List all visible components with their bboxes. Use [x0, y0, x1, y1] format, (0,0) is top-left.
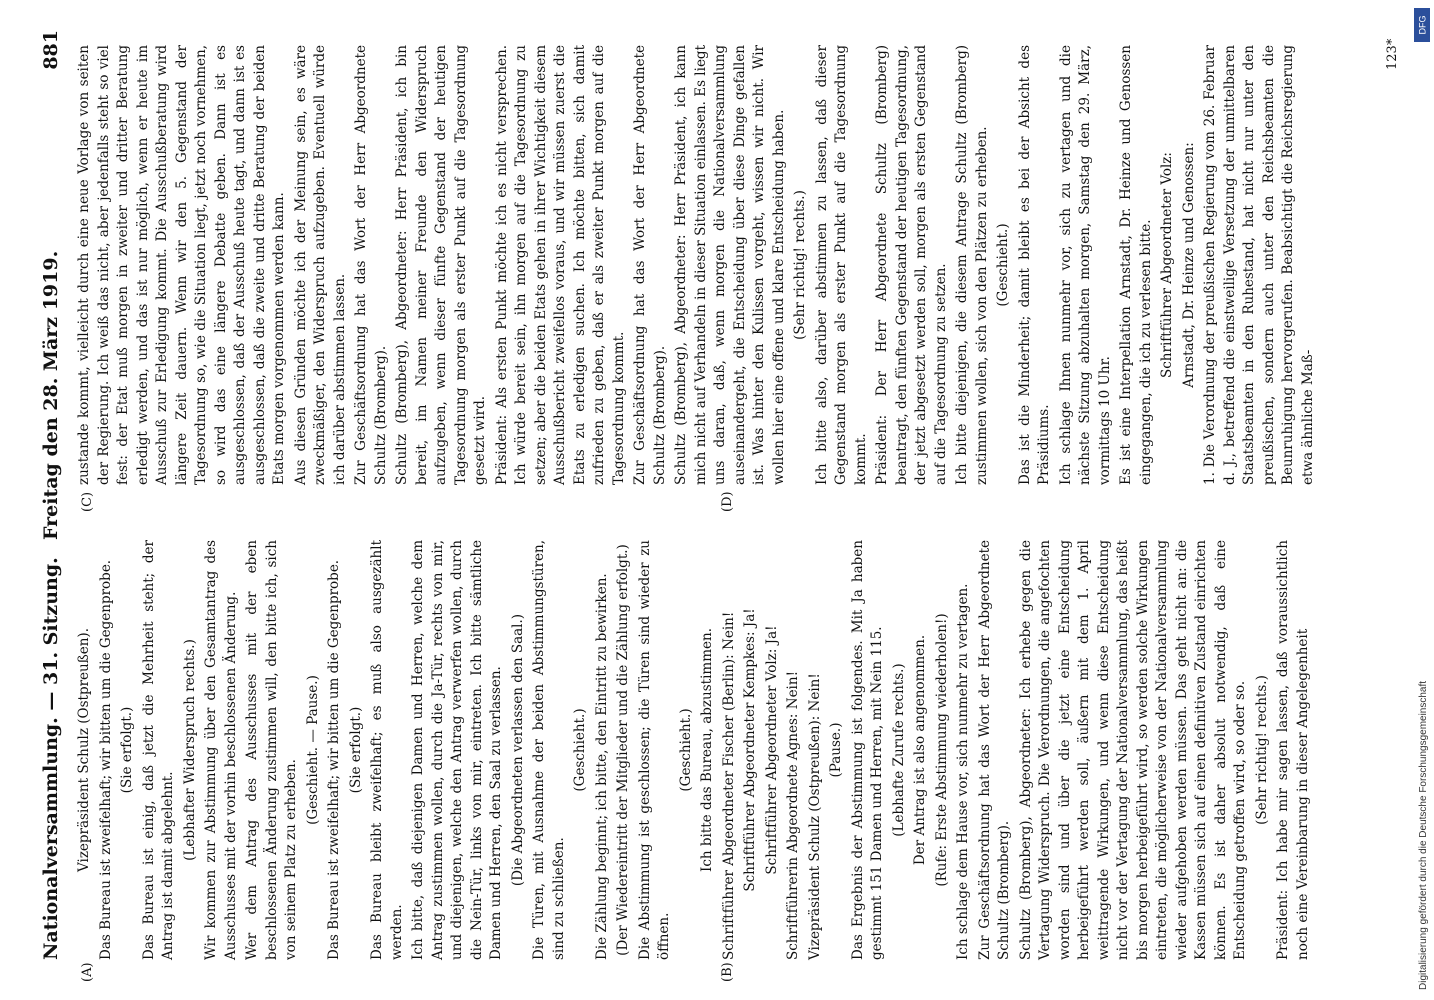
right-column [75, 45, 1410, 485]
right-column-paragraph: zustande kommt, vielleicht durch eine neue Vorlage von seiten der Regierung. Ich weiß das nicht, aber jedenfalls steht so viel fest: der Etat muß morgen in zweiter und dritter Beratung erledigt werden, und das ist nur möglich, wenn er heute im Ausschuß zur Erledigung kommt. Die Ausschußberatung wird längere Zeit dauern. Wenn wir den 5. Gegenstand der Tagesordnung so, wie die Situation liegt, jetzt noch vornehmen, so wird das eine längere Debatte geben. Dann ist es ausgeschlossen, daß der Ausschuß heute tagt, und dann ist es ausgeschlossen, daß die zweite und dritte Beratung der beiden Etats morgen vorgenommen werden kann. [76, 45, 287, 485]
right-column-paragraph: Es ist eine Interpellation Arnstadt, Dr. Heinze und Genossen eingegangen, die ich zu verlesen bitte. [1118, 45, 1154, 485]
left-column-paragraph: (Die Abgeordneten verlassen den Saal.) [509, 613, 526, 887]
left-column-paragraph: Ich schlage dem Hause vor, sich nunmehr zu vertagen. [955, 583, 971, 960]
left-column-paragraph: Das Ergebnis der Abstimmung ist folgendes. Mit Ja haben gestimmt 151 Damen und Herren, mit Nein 115. [849, 540, 885, 960]
margin-marker-b: (B) [720, 962, 735, 982]
left-column-paragraph: (Lebhafte Zurufe rechts.) [890, 663, 907, 837]
left-column-paragraph: Die Türen, mit Ausnahme der beiden Abstimmungstüren, sind zu schließen. [531, 540, 567, 960]
session-date: Freitag den 28. März 1919. [40, 250, 62, 540]
left-column-paragraph: Schriftführer Abgeordneter Kempkes: Ja! [742, 608, 758, 892]
left-column-paragraph: (Sie erfolgt.) [347, 706, 364, 794]
left-column-paragraph: Der Antrag ist also angenommen. [912, 634, 928, 866]
left-column-paragraph: (Der Wiedereintritt der Mitglieder und die Zählung erfolgt.) [615, 544, 631, 956]
page-title: Nationalversammlung. — 31. Sitzung. [40, 557, 62, 960]
right-column-paragraph: Ich schlage Ihnen nunmehr vor, sich zu vertagen und die nächste Sitzung abzuhalten morgen, Samstag den 29. März, vormittags 10 Uhr. [1057, 45, 1113, 485]
left-column-paragraph: Das Bureau ist zweifelhaft; wir bitten um die Gegenprobe. [97, 559, 114, 960]
left-column-paragraph: Vizepräsident Schulz (Ostpreußen). [76, 628, 92, 873]
left-column-paragraph: (Pause.) [828, 722, 844, 778]
left-column-paragraph: (Sehr richtig! rechts.) [1253, 675, 1270, 825]
left-column-paragraph: (Rufe: Erste Abstimmung wiederholen!) [933, 613, 950, 887]
right-column-paragraph: (Geschieht.) [995, 223, 1011, 307]
right-column-paragraph: Präsident: Als ersten Punkt möchte ich es nicht versprechen. Ich würde bereit sein, ihn morgen auf die Tagesordnung zu setzen; aber die beiden Etats gehen in ihrer Wichtigkeit diesem Ausschußbericht zweifellos voraus, und wir müssen zuerst die Etats zu erledigen suchen. Ich möchte bitten, sich damit zufrieden zu geben, daß er als zweiter Punkt morgen auf die Tagesordnung kommt. [493, 45, 627, 485]
page-header [40, 30, 70, 960]
right-column-paragraph: 1. Die Verordnung der preußischen Regierung vom 26. Februar d. J., betreffend die einstweilige Versetzung der unmittelbaren Staatsbeamten in den Ruhestand, hat nicht nur unter den preußischen, sondern auch unter den Reichsbeamten die Beunruhigung hervorgerufen. Beabsichtigt die Reichsregierung etwa ähnliche Maß- [1202, 45, 1316, 485]
left-column-paragraph: Das Bureau bleibt zweifelhaft; es muß also ausgezählt werden. [369, 540, 405, 960]
right-column-paragraph: Arnstadt, Dr. Heinze und Genossen: [1180, 142, 1197, 388]
margin-marker-a: (A) [80, 962, 95, 982]
left-column-paragraph: (Geschieht.) [572, 708, 588, 792]
right-column-paragraph: Zur Geschäftsordnung hat das Wort der Herr Abgeordnete Schultz (Bromberg). [353, 45, 389, 485]
left-column-paragraph: Schriftführer Abgeordneter Fischer (Berlin): Nein! [720, 611, 737, 960]
left-column-paragraph: Schriftführer Abgeordneter Volz: Ja! [763, 625, 780, 875]
dfg-logo [1414, 8, 1430, 42]
left-column-paragraph: Zur Geschäftsordnung hat das Wort der Herr Abgeordnete Schultz (Bromberg). [976, 540, 1012, 960]
footer-signature-mark: 123* [1385, 38, 1400, 70]
left-column-paragraph: (Sie erfolgt.) [119, 706, 135, 794]
left-column-paragraph: Die Zählung beginnt; ich bitte, den Eintritt zu bewirken. [593, 573, 610, 960]
right-column-paragraph: Schultz (Bromberg), Abgeordneter: Herr Präsident, ich bin bereit, im Namen meiner Freunde den Widerspruch aufzugeben, wenn dieser fünfte Gegenstand der heutigen Tagesordnung morgen als erster Punkt auf die Tagesordnung gesetzt wird. [394, 45, 488, 485]
right-column-paragraph: Schultz (Bromberg), Abgeordneter: Herr Präsident, ich kann mich nicht auf Verhandeln in dieser Situation einlassen. Es liegt uns daran, daß, wenn morgen die Nationalversammlung auseinandergeht, die Entscheidung über diese Dinge gefallen ist. Was hinter den Kulissen vorgeht, wissen wir nicht. Wir wollen hier eine offene und klare Entscheidung haben. [673, 45, 787, 485]
margin-marker-d: (D) [720, 491, 735, 512]
right-column-paragraph: Präsident: Der Herr Abgeordnete Schultz (Bromberg) beantragt, den fünften Gegenstand der heutigen Tagesordnung, der jetzt abgesetzt werden soll, morgen als ersten Gegenstand auf die Tagesordnung zu setzen. [874, 45, 949, 485]
page-number: 881 [40, 30, 62, 70]
right-column-paragraph: Aus diesen Gründen möchte ich der Meinung sein, es wäre zweckmäßiger, den Widerspruch aufzugeben. Eventuell würde ich darüber abstimmen lassen. [292, 45, 348, 485]
left-column-paragraph: Das Bureau ist zweifelhaft; wir bitten um die Gegenprobe. [326, 559, 342, 960]
left-column-paragraph: (Geschieht.) [677, 708, 694, 792]
left-column [75, 540, 1410, 960]
left-column-paragraph: Wer dem Antrag des Ausschusses mit der eben beschlossenen Änderung zustimmen will, den bitte ich, sich von seinem Platz zu erheben. [244, 540, 299, 960]
left-column-paragraph: Schriftführerin Abgeordnete Agnes: Nein! [785, 671, 801, 960]
left-column-paragraph: Vizepräsident Schulz (Ostpreußen): Nein! [806, 673, 823, 960]
margin-marker-c: (C) [80, 491, 95, 512]
left-column-paragraph: Wir kommen zur Abstimmung über den Gesamtantrag des Ausschusses mit der vorhin beschlossenen Änderung. [203, 540, 239, 960]
right-column-paragraph: (Sehr richtig! rechts.) [792, 190, 808, 340]
right-column-paragraph: Das ist die Minderheit; damit bleibt es bei der Absicht des Präsidiums. [1016, 45, 1052, 485]
left-column-paragraph: (Lebhafter Widerspruch rechts.) [181, 639, 198, 861]
left-column-paragraph: Ich bitte, daß diejenigen Damen und Herren, welche dem Antrag zustimmen wollen, durch die Ja-Tür, rechts von mir, und diejenigen, welche den Antrag verwerfen wollen, durch die Nein-Tür, links von mir, eintreten. Ich bitte sämtliche Damen und Herren, den Saal zu verlassen. [410, 540, 504, 960]
right-column-paragraph: Ich bitte also, darüber abstimmen zu lassen, daß dieser Gegenstand morgen als erster Punkt auf die Tagesordnung kommt. [813, 45, 869, 485]
right-column-paragraph: Schriftführer Abgeordneter Volz: [1159, 152, 1175, 378]
right-column-paragraph: Zur Geschäftsordnung hat das Wort der Herr Abgeordnete Schultz (Bromberg). [632, 45, 668, 485]
left-column-paragraph: (Geschieht. — Pause.) [304, 675, 321, 825]
left-column-paragraph: Präsident: Ich habe mir sagen lassen, daß voraussichtlich noch eine Vereinbarung in dieser Angelegenheit [1275, 540, 1311, 960]
right-column-paragraph: Ich bitte diejenigen, die diesem Antrage Schultz (Bromberg) zustimmen wollen, sich von den Plätzen zu erheben. [954, 45, 990, 485]
left-column-paragraph: Das Bureau ist einig, daß jetzt die Mehrheit steht; der Antrag ist damit abgelehnt. [140, 540, 176, 960]
digitization-credit: Digitalisierung gefördert durch die Deutsche Forschungsgemeinschaft [1418, 680, 1429, 990]
dfg-logo-text: DFG [1417, 15, 1427, 35]
left-column-paragraph: Die Abstimmung ist geschlossen; die Türen sind wieder zu öffnen. [636, 540, 672, 960]
left-column-paragraph: Ich bitte das Bureau, abzustimmen. [699, 628, 715, 873]
left-column-paragraph: Schultz (Bromberg), Abgeordneter: Ich erhebe gegen die Vertagung Widerspruch. Die Verordnungen, die angefochten worden sind und über die jetzt eine Entscheidung herbeigeführt werden soll, äußern mit dem 1. April weittragende Wirkungen, und wenn diese Entscheidung nicht vor der Vertagung der Nationalversammlung, das heißt bis morgen herbeigeführt wird, so werden solche Wirkungen eintreten, die möglicherweise von der Nationalversammlung wieder aufgehoben werden müssen. Das geht nicht an: die Kassen müssen sich auf einen definitiven Zustand einrichten können. Es ist daher absolut notwendig, daß eine Entscheidung getroffen wird, so oder so. [1017, 540, 1248, 960]
